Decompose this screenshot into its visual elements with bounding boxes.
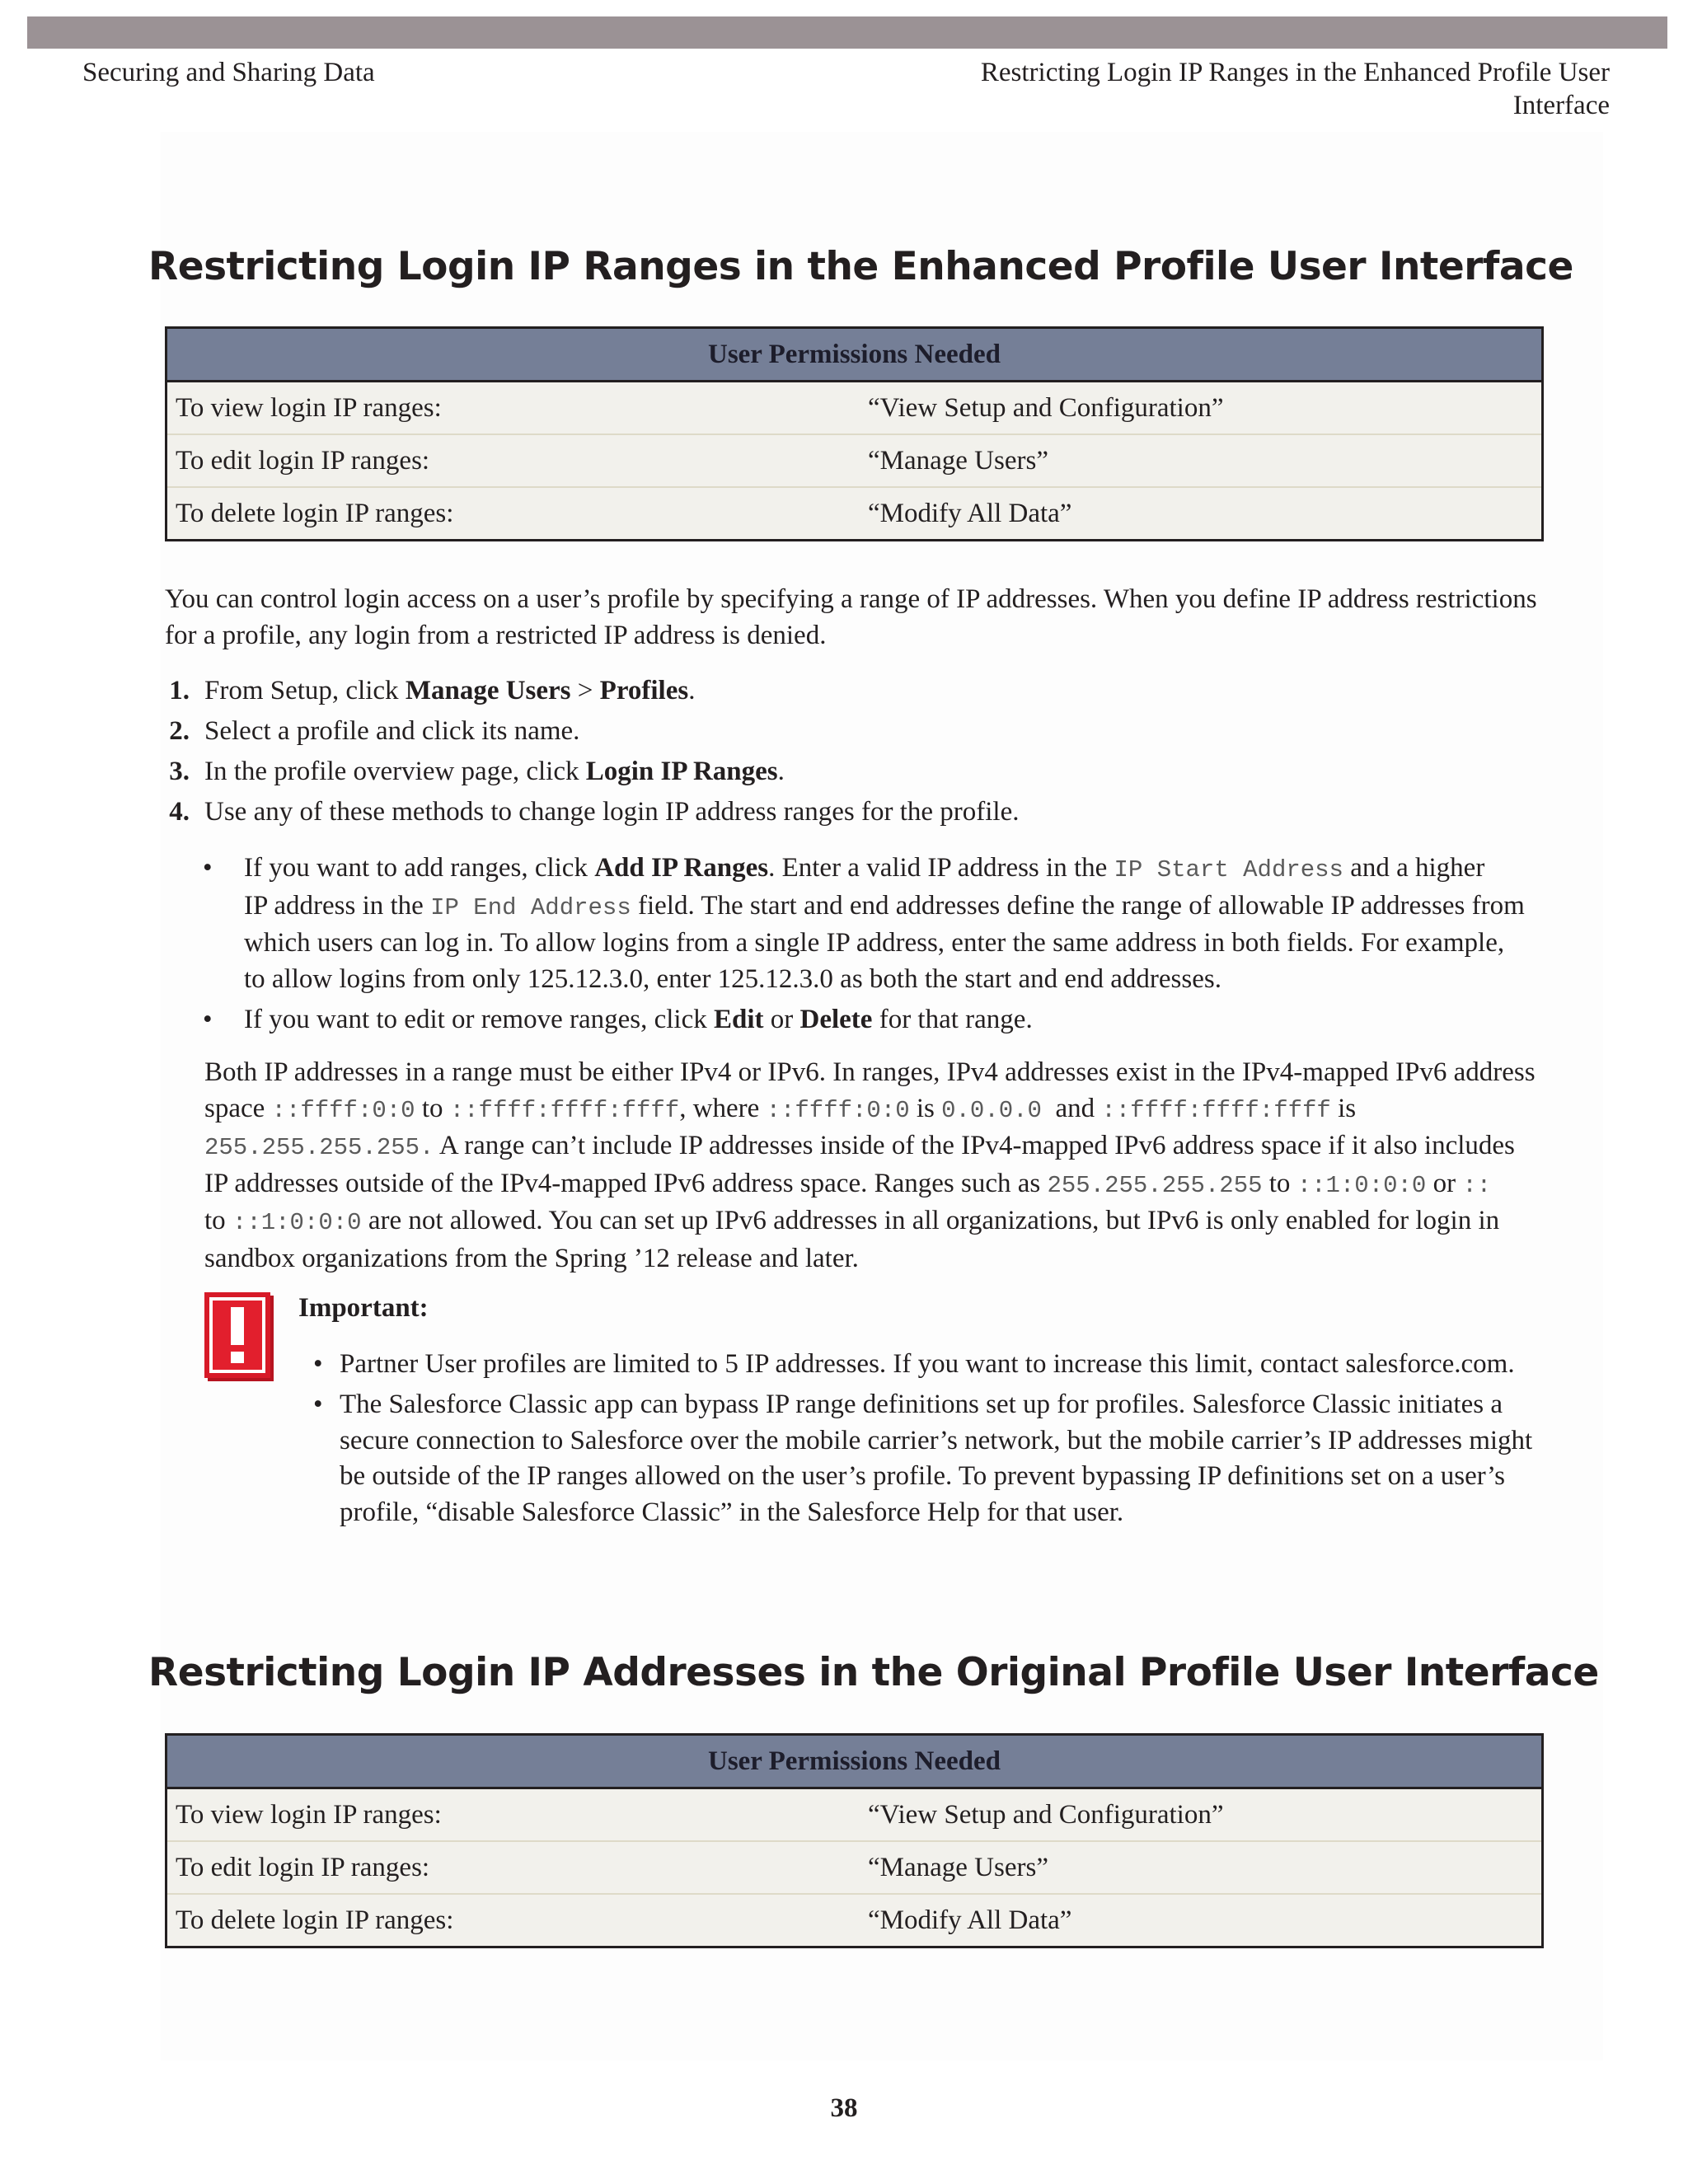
running-header-left: Securing and Sharing Data	[82, 58, 375, 87]
table-row	[166, 1894, 1543, 1947]
permissions-table-2	[165, 1733, 1544, 1948]
login-ip-ranges-label: Login IP Ranges	[585, 757, 778, 786]
method-bullets	[203, 851, 1604, 1038]
table-cell-task: To delete login IP ranges:	[166, 1894, 869, 1947]
bullet-dot: •	[203, 1005, 213, 1034]
table-cell-task: To view login IP ranges:	[166, 1788, 869, 1842]
table-cell-task: To delete login IP ranges:	[166, 487, 869, 541]
step-number: 3.	[169, 757, 190, 786]
running-header-right-line2: Interface	[1512, 91, 1610, 120]
table-cell-permission: “View Setup and Configuration”	[868, 1788, 1543, 1842]
table-row	[166, 1841, 1543, 1894]
add-ip-ranges-label: Add IP Ranges	[594, 853, 769, 883]
manage-users-label: Manage Users	[405, 676, 571, 705]
bullet-dot: •	[313, 1348, 323, 1379]
table-row	[166, 1788, 1543, 1842]
ipv4-ipv6-paragraph: Both IP addresses in a range must be either IPv4 or IPv6. In ranges, IPv4 addresses exist in the IPv4-mapped IPv6 address space ::ffff:0:0 to ::ffff:ffff:ffff, where ::ffff:0:0 is 0.0.0.0 and ::ffff:ffff:ffff is 255.255.255.255. A range can’t include IP addresses inside of the IPv4-mapped IPv6 address space if it also includes IP addresses outside of the IPv4-mapped IPv6 address space. Ranges such as 255.255.255.255 to ::1:0:0:0 or :: to ::1:0:0:0 are not allowed. You can set up IPv6 addresses in all organizations, but IPv6 is only enabled for login in sandbox organizations from the Spring ’12 release and later.	[204, 1057, 1536, 1273]
list-item: • The Salesforce Classic app can bypass IP range definitions set up for profiles. Salesforce Classic initiates a secure connection to Salesforce over the mobile carrier’s network, but the mobile carrier’s IP addresses might be outside of the IP ranges allowed on the user’s profile. To prevent bypassing IP definitions set on a user’s profile, “disable Salesforce Classic” in the Salesforce Help for that user.	[298, 1387, 1532, 1530]
running-header-right	[868, 56, 1610, 122]
step-number: 2.	[169, 716, 190, 746]
step-number: 1.	[169, 676, 190, 705]
running-header-right-line1: Restricting Login IP Ranges in the Enhanced Profile User	[980, 58, 1610, 87]
intro-line: You can control login access on a user’s profile by specifying a range of IP addresses. When you define IP address restrictions	[165, 584, 1537, 614]
table-cell-task: To view login IP ranges:	[166, 382, 869, 435]
table-row	[166, 487, 1543, 541]
table-row	[166, 434, 1543, 487]
permissions-table-header: User Permissions Needed	[166, 1735, 1543, 1788]
steps-list: 1. From Setup, click Manage Users > Profiles. 2. Select a profile and click its name. 3. In the profile overview page, click Login IP Ranges. 4. Use any of these methods to change login IP address ranges for the profile.	[165, 673, 1566, 838]
ip-end-address-field-name: IP End Address	[430, 893, 631, 921]
page-number: 38	[830, 2093, 858, 2123]
list-item: • If you want to edit or remove ranges, click Edit or Delete for that range.	[203, 1002, 1604, 1038]
table-cell-permission: “Manage Users”	[868, 1841, 1543, 1894]
edit-label: Edit	[713, 1005, 764, 1034]
intro-paragraph	[165, 582, 1537, 654]
top-bar	[27, 16, 1667, 49]
table-cell-permission: “Manage Users”	[868, 434, 1543, 487]
exclamation-warning-icon	[203, 1292, 277, 1385]
intro-line: for a profile, any login from a restricted IP address is denied.	[165, 620, 827, 650]
important-label: Important:	[298, 1293, 429, 1323]
step-number: 4.	[169, 797, 190, 827]
bullet-dot: •	[313, 1390, 323, 1419]
important-note	[298, 1291, 1532, 1530]
profiles-label: Profiles	[599, 676, 689, 705]
table-cell-permission: “Modify All Data”	[868, 1894, 1543, 1947]
table-row	[166, 382, 1543, 435]
list-item: • Partner User profiles are limited to 5 IP addresses. If you want to increase this limit, contact salesforce.com.	[298, 1347, 1532, 1383]
table-cell-permission: “Modify All Data”	[868, 487, 1543, 541]
permissions-table-header: User Permissions Needed	[166, 328, 1543, 382]
table-cell-task: To edit login IP ranges:	[166, 1841, 869, 1894]
ip-start-address-field-name: IP Start Address	[1114, 856, 1343, 883]
table-cell-task: To edit login IP ranges:	[166, 434, 869, 487]
bullet-dot: •	[203, 853, 213, 883]
section1-title: Restricting Login IP Ranges in the Enhanced Profile User Interface	[148, 244, 1573, 289]
permissions-table-1	[165, 326, 1544, 541]
section2-title: Restricting Login IP Addresses in the Original Profile User Interface	[148, 1650, 1599, 1695]
table-cell-permission: “View Setup and Configuration”	[868, 382, 1543, 435]
delete-label: Delete	[799, 1005, 873, 1034]
list-item: • If you want to add ranges, click Add IP Ranges. Enter a valid IP address in the IP Start Address and a higher IP address in the IP End Address field. The start and end addresses define the range of allowable IP addresses from which users can log in. To allow logins from a single IP address, enter the same address in both fields. For example, to allow logins from only 125.12.3.0, enter 125.12.3.0 as both the start and end addresses.	[203, 851, 1604, 997]
